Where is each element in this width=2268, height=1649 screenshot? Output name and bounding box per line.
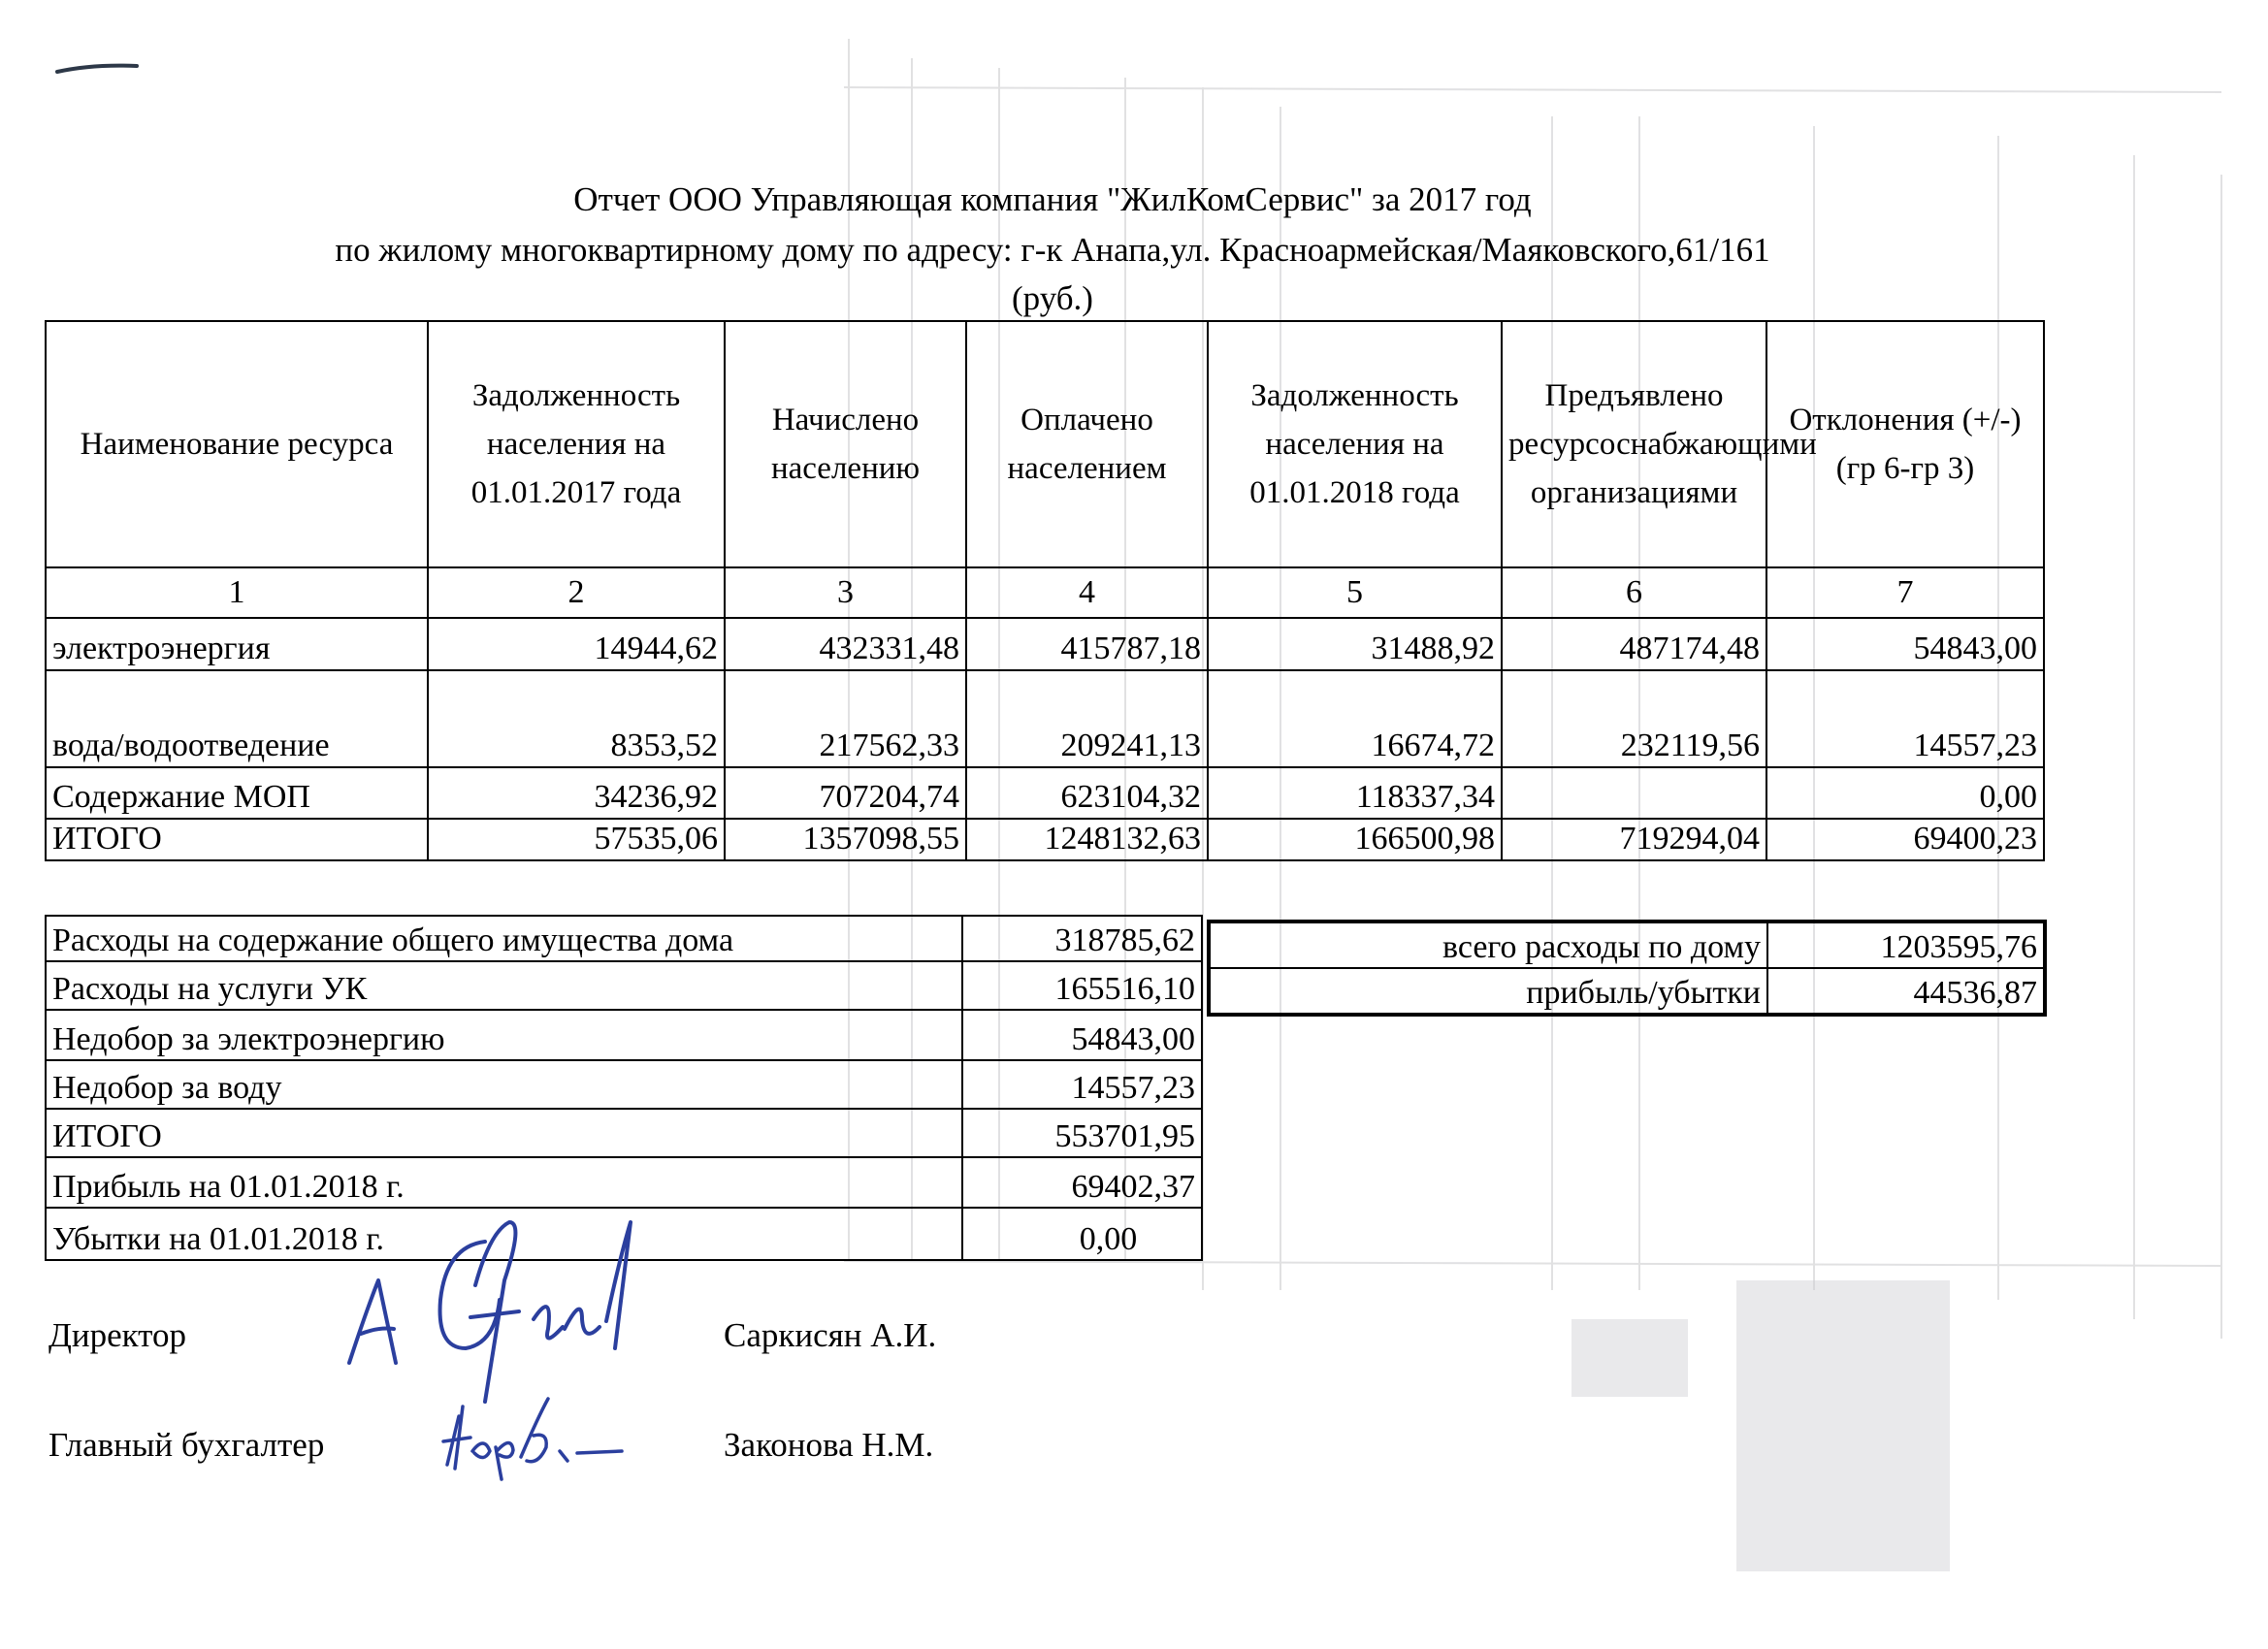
director-name: Саркисян А.И. [724,1316,937,1354]
table-cell: 719294,04 [1502,819,1766,860]
summary-value: 1203595,76 [1767,922,2045,968]
column-number-row [46,567,2044,618]
header-deviation: Отклонения (+/-)(гр 6-гр 3) [1766,321,2044,567]
table-cell [1502,767,1766,819]
table-cell: 432331,48 [725,618,966,670]
table-cell: 14944,62 [428,618,725,670]
accountant-name: Законова Н.М. [724,1426,934,1464]
table-row [46,916,1202,961]
table-cell: 16674,72 [1208,670,1502,767]
header-charged: Начислено населению [725,321,966,567]
table-cell: 8353,52 [428,670,725,767]
table-row [1209,922,2045,968]
column-number: 1 [46,567,428,618]
column-number: 2 [428,567,725,618]
expense-value: 553701,95 [962,1109,1202,1157]
table-cell: 487174,48 [1502,618,1766,670]
title-line-1: Отчет ООО Управляющая компания "ЖилКомСервис" за 2017 год [573,180,1532,218]
table-cell: 166500,98 [1208,819,1502,860]
expense-label: Расходы на услуги УК [46,961,962,1010]
director-signature [340,1203,640,1406]
expense-value: 14557,23 [962,1060,1202,1109]
totals-row [46,819,2044,860]
expense-label: Убытки на 01.01.2018 г. [46,1208,962,1260]
expense-label: Прибыль на 01.01.2018 г. [46,1157,962,1208]
table-cell: 707204,74 [725,767,966,819]
table-row [46,961,1202,1010]
header-paid: Оплачено населением [966,321,1208,567]
accountant-signature [441,1397,626,1484]
summary-value: 44536,87 [1767,968,2045,1015]
table-cell: 415787,18 [966,618,1208,670]
table-cell: 31488,92 [1208,618,1502,670]
resources-table [45,320,2045,861]
table-cell: 14557,23 [1766,670,2044,767]
summary-label: прибыль/убытки [1209,968,1767,1015]
director-title: Директор [49,1316,187,1354]
table-cell: 0,00 [1766,767,2044,819]
title-units: (руб.) [1012,279,1093,317]
header-billed-by-suppliers: Предъявлено ресурсоснабжающими организациями [1502,321,1766,567]
expense-value: 318785,62 [962,916,1202,961]
table-row [1209,968,2045,1015]
table-cell: 34236,92 [428,767,725,819]
table-cell: 69400,23 [1766,819,2044,860]
table-cell: 54843,00 [1766,618,2044,670]
table-cell: 217562,33 [725,670,966,767]
table-row [46,618,2044,670]
table-row [46,670,2044,767]
expense-value: 69402,37 [962,1157,1202,1208]
table-header-row [46,321,2044,567]
resource-name: вода/водоотведение [46,670,428,767]
table-cell: 118337,34 [1208,767,1502,819]
expense-label: Расходы на содержание общего имущества дома [46,916,962,961]
table-cell: 623104,32 [966,767,1208,819]
table-row [46,767,2044,819]
expense-label: Недобор за воду [46,1060,962,1109]
accountant-title: Главный бухгалтер [49,1426,325,1464]
table-cell: 1357098,55 [725,819,966,860]
table-cell: 232119,56 [1502,670,1766,767]
column-number: 6 [1502,567,1766,618]
title-line-2: по жилому многоквартирному дому по адресу: г-к Анапа,ул. Красноармейская/Маяковского,61/161 [335,231,1770,269]
column-number: 4 [966,567,1208,618]
totals-row [46,1109,1202,1157]
column-number: 3 [725,567,966,618]
resource-name: ИТОГО [46,819,428,860]
table-cell: 209241,13 [966,670,1208,767]
table-row [46,1060,1202,1109]
header-debt-2017: Задолженность населения на 01.01.2017 года [428,321,725,567]
table-row [46,1010,1202,1060]
column-number: 5 [1208,567,1502,618]
summary-table [1207,920,2047,1017]
pen-mark [53,60,141,80]
expense-label: Недобор за электроэнергию [46,1010,962,1060]
resource-name: электроэнергия [46,618,428,670]
resource-name: Содержание МОП [46,767,428,819]
header-resource-name: Наименование ресурса [46,321,428,567]
table-cell: 57535,06 [428,819,725,860]
expense-value: 54843,00 [962,1010,1202,1060]
header-debt-2018: Задолженность населения на 01.01.2018 года [1208,321,1502,567]
summary-label: всего расходы по дому [1209,922,1767,968]
table-row [46,1157,1202,1208]
expense-label: ИТОГО [46,1109,962,1157]
expense-value: 165516,10 [962,961,1202,1010]
column-number: 7 [1766,567,2044,618]
table-cell: 1248132,63 [966,819,1208,860]
expense-value: 0,00 [962,1208,1202,1260]
